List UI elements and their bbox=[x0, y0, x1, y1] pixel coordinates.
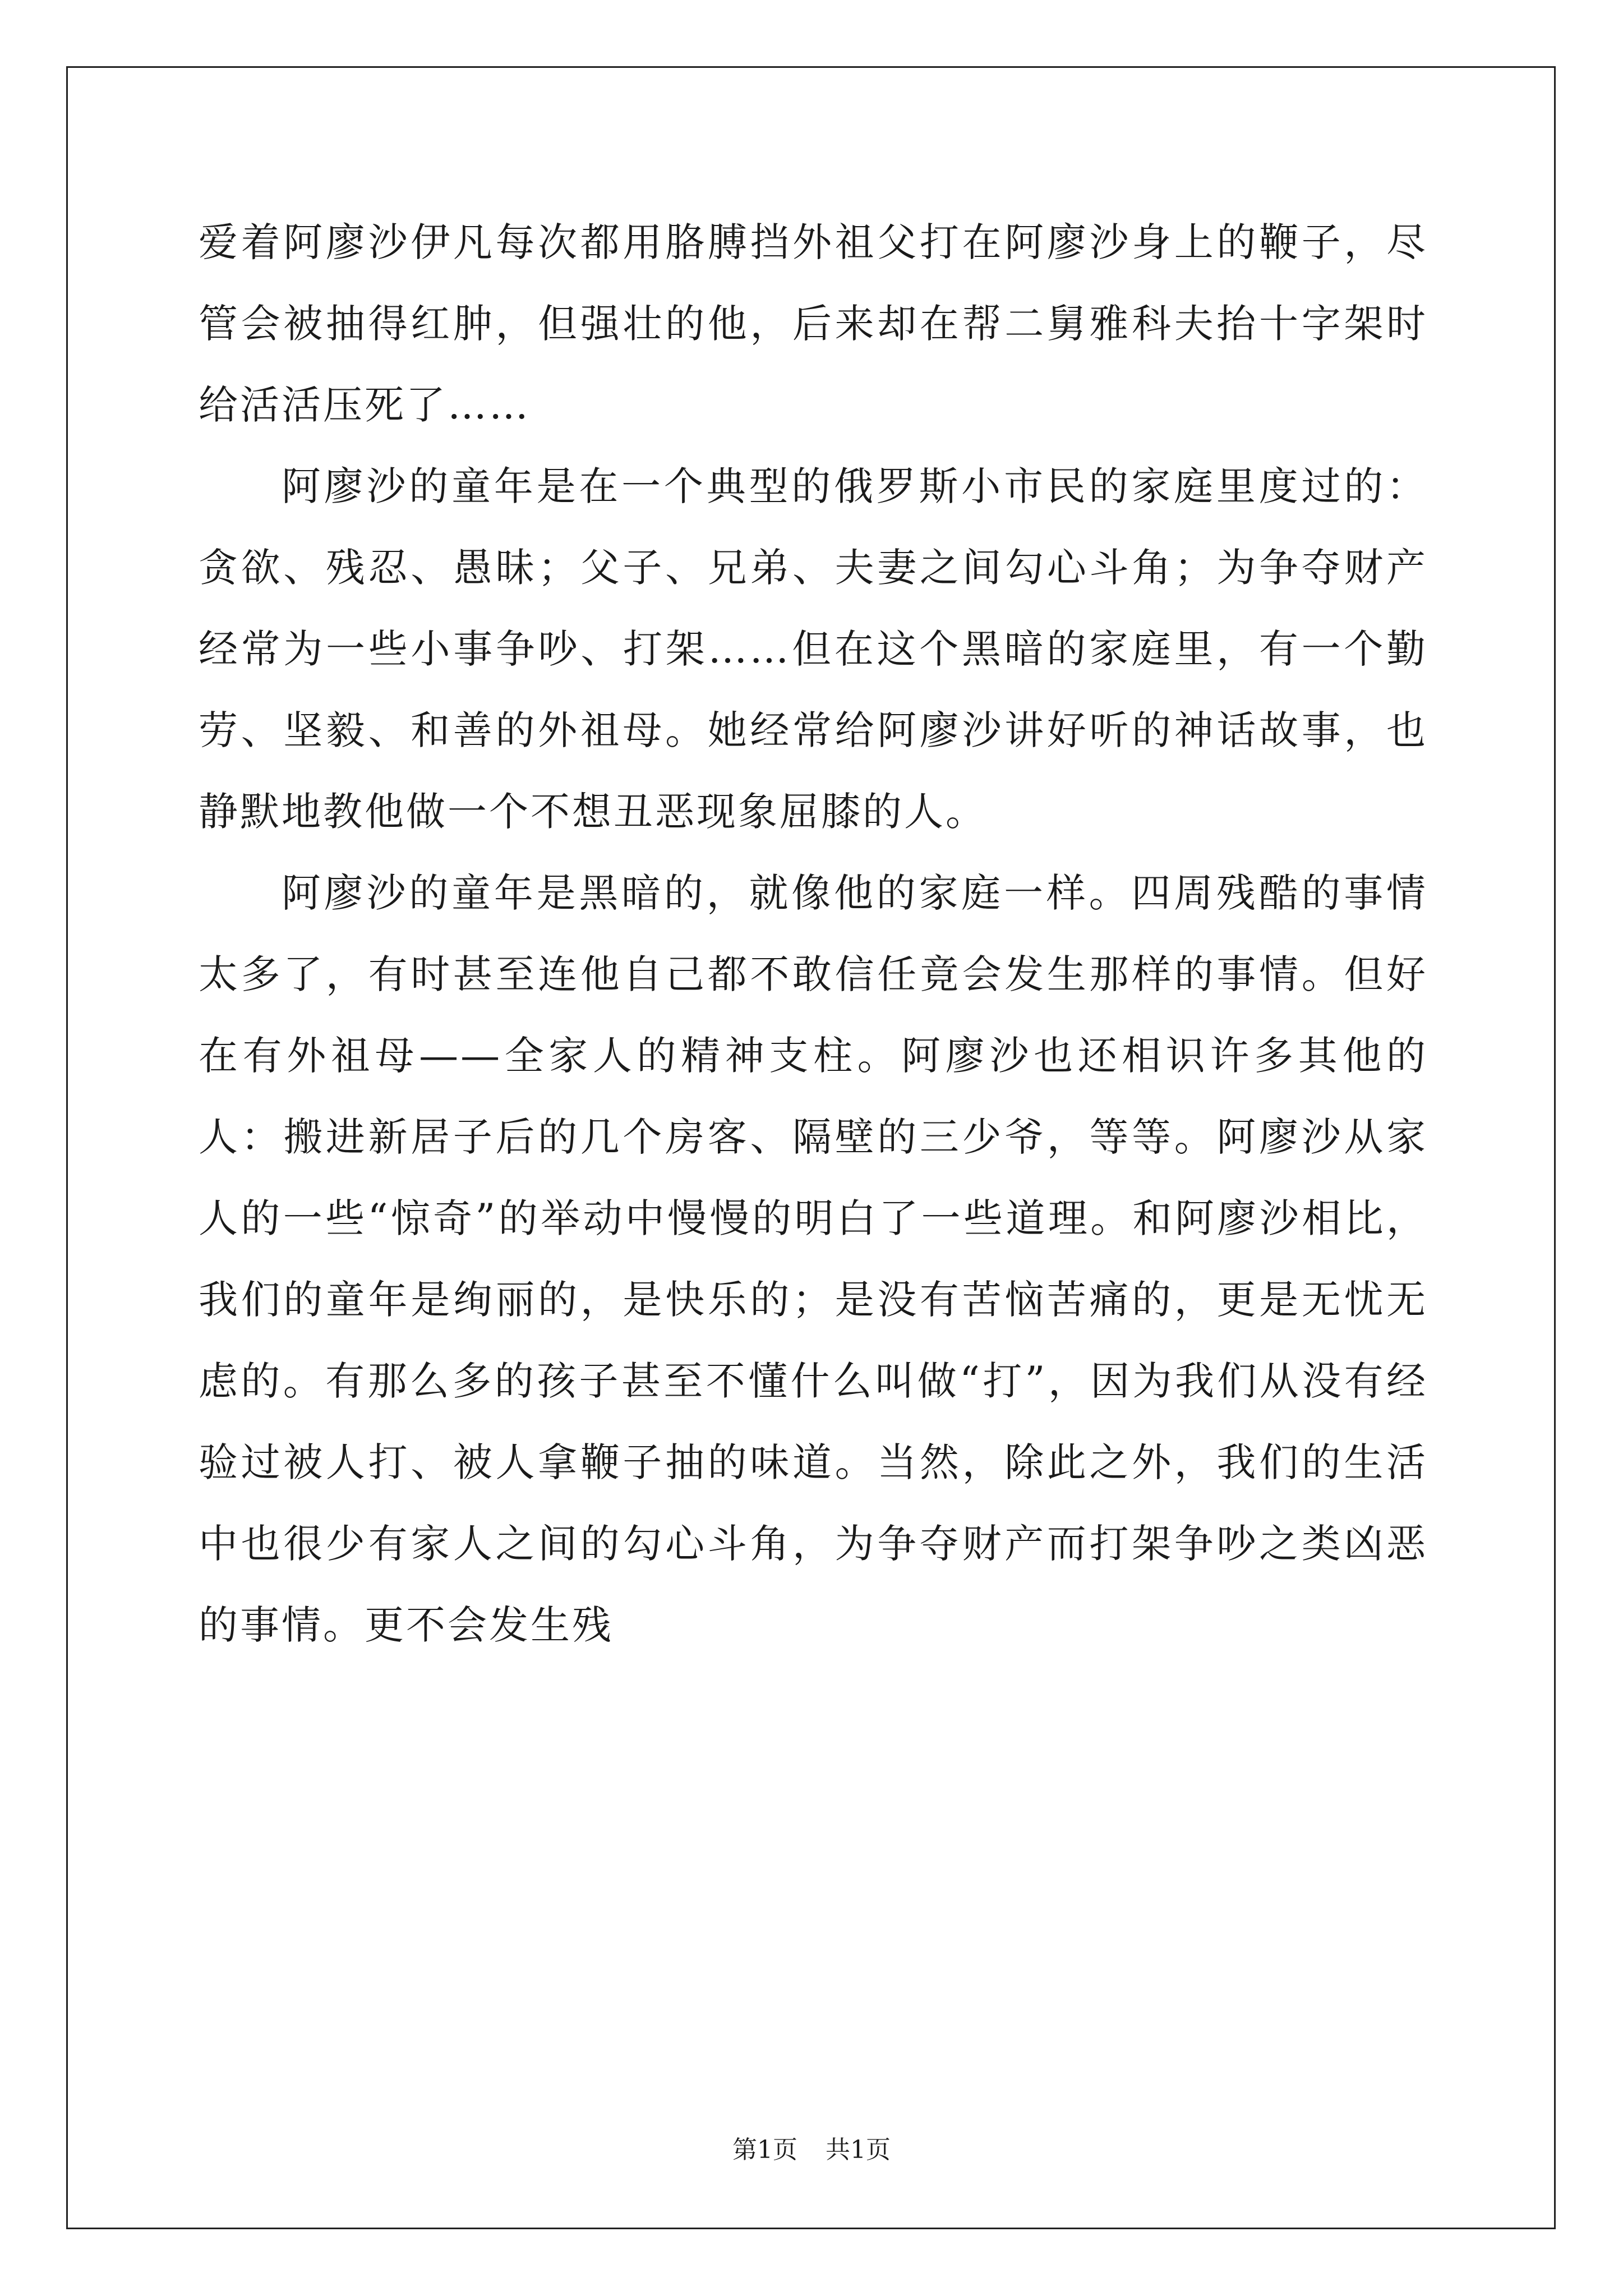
page-footer bbox=[0, 2129, 1623, 2165]
page-number-current: 第1页 bbox=[732, 2136, 797, 2164]
paragraph-3: 阿廖沙的童年是黑暗的，就像他的家庭一样。四周残酷的事情太多了，有时甚至连他自己都不敢信任竟会发生那样的事情。但好在有外祖母——全家人的精神支柱。阿廖沙也还相识许多其他的人：搬进新居子后的几个房客、隔壁的三少爷，等等。阿廖沙从家人的一些“惊奇”的举动中慢慢的明白了一些道理。和阿廖沙相比，我们的童年是绚丽的，是快乐的；是没有苦恼苦痛的，更是无忧无虑的。有那么多的孩子甚至不懂什么叫做“打”，因为我们从没有经验过被人打、被人拿鞭子抽的味道。当然，除此之外，我们的生活中也很少有家人之间的勾心斗角，为争夺财产而打架争吵之类凶恶的事情。更不会发生残 bbox=[199, 870, 1428, 1648]
document-body bbox=[199, 202, 1428, 1666]
page-number-total: 共1页 bbox=[826, 2136, 891, 2164]
paragraph-1: 爱着阿廖沙伊凡每次都用胳膊挡外祖父打在阿廖沙身上的鞭子，尽管会被抽得红肿，但强壮的他，后来却在帮二舅雅科夫抬十字架时给活活压死了…… bbox=[199, 219, 1428, 428]
paragraph-2: 阿廖沙的童年是在一个典型的俄罗斯小市民的家庭里度过的：贪欲、残忍、愚昧；父子、兄弟、夫妻之间勾心斗角；为争夺财产经常为一些小事争吵、打架……但在这个黑暗的家庭里，有一个勤劳、坚毅、和善的外祖母。她经常给阿廖沙讲好听的神话故事，也静默地教他做一个不想丑恶现象屈膝的人。 bbox=[199, 463, 1428, 835]
